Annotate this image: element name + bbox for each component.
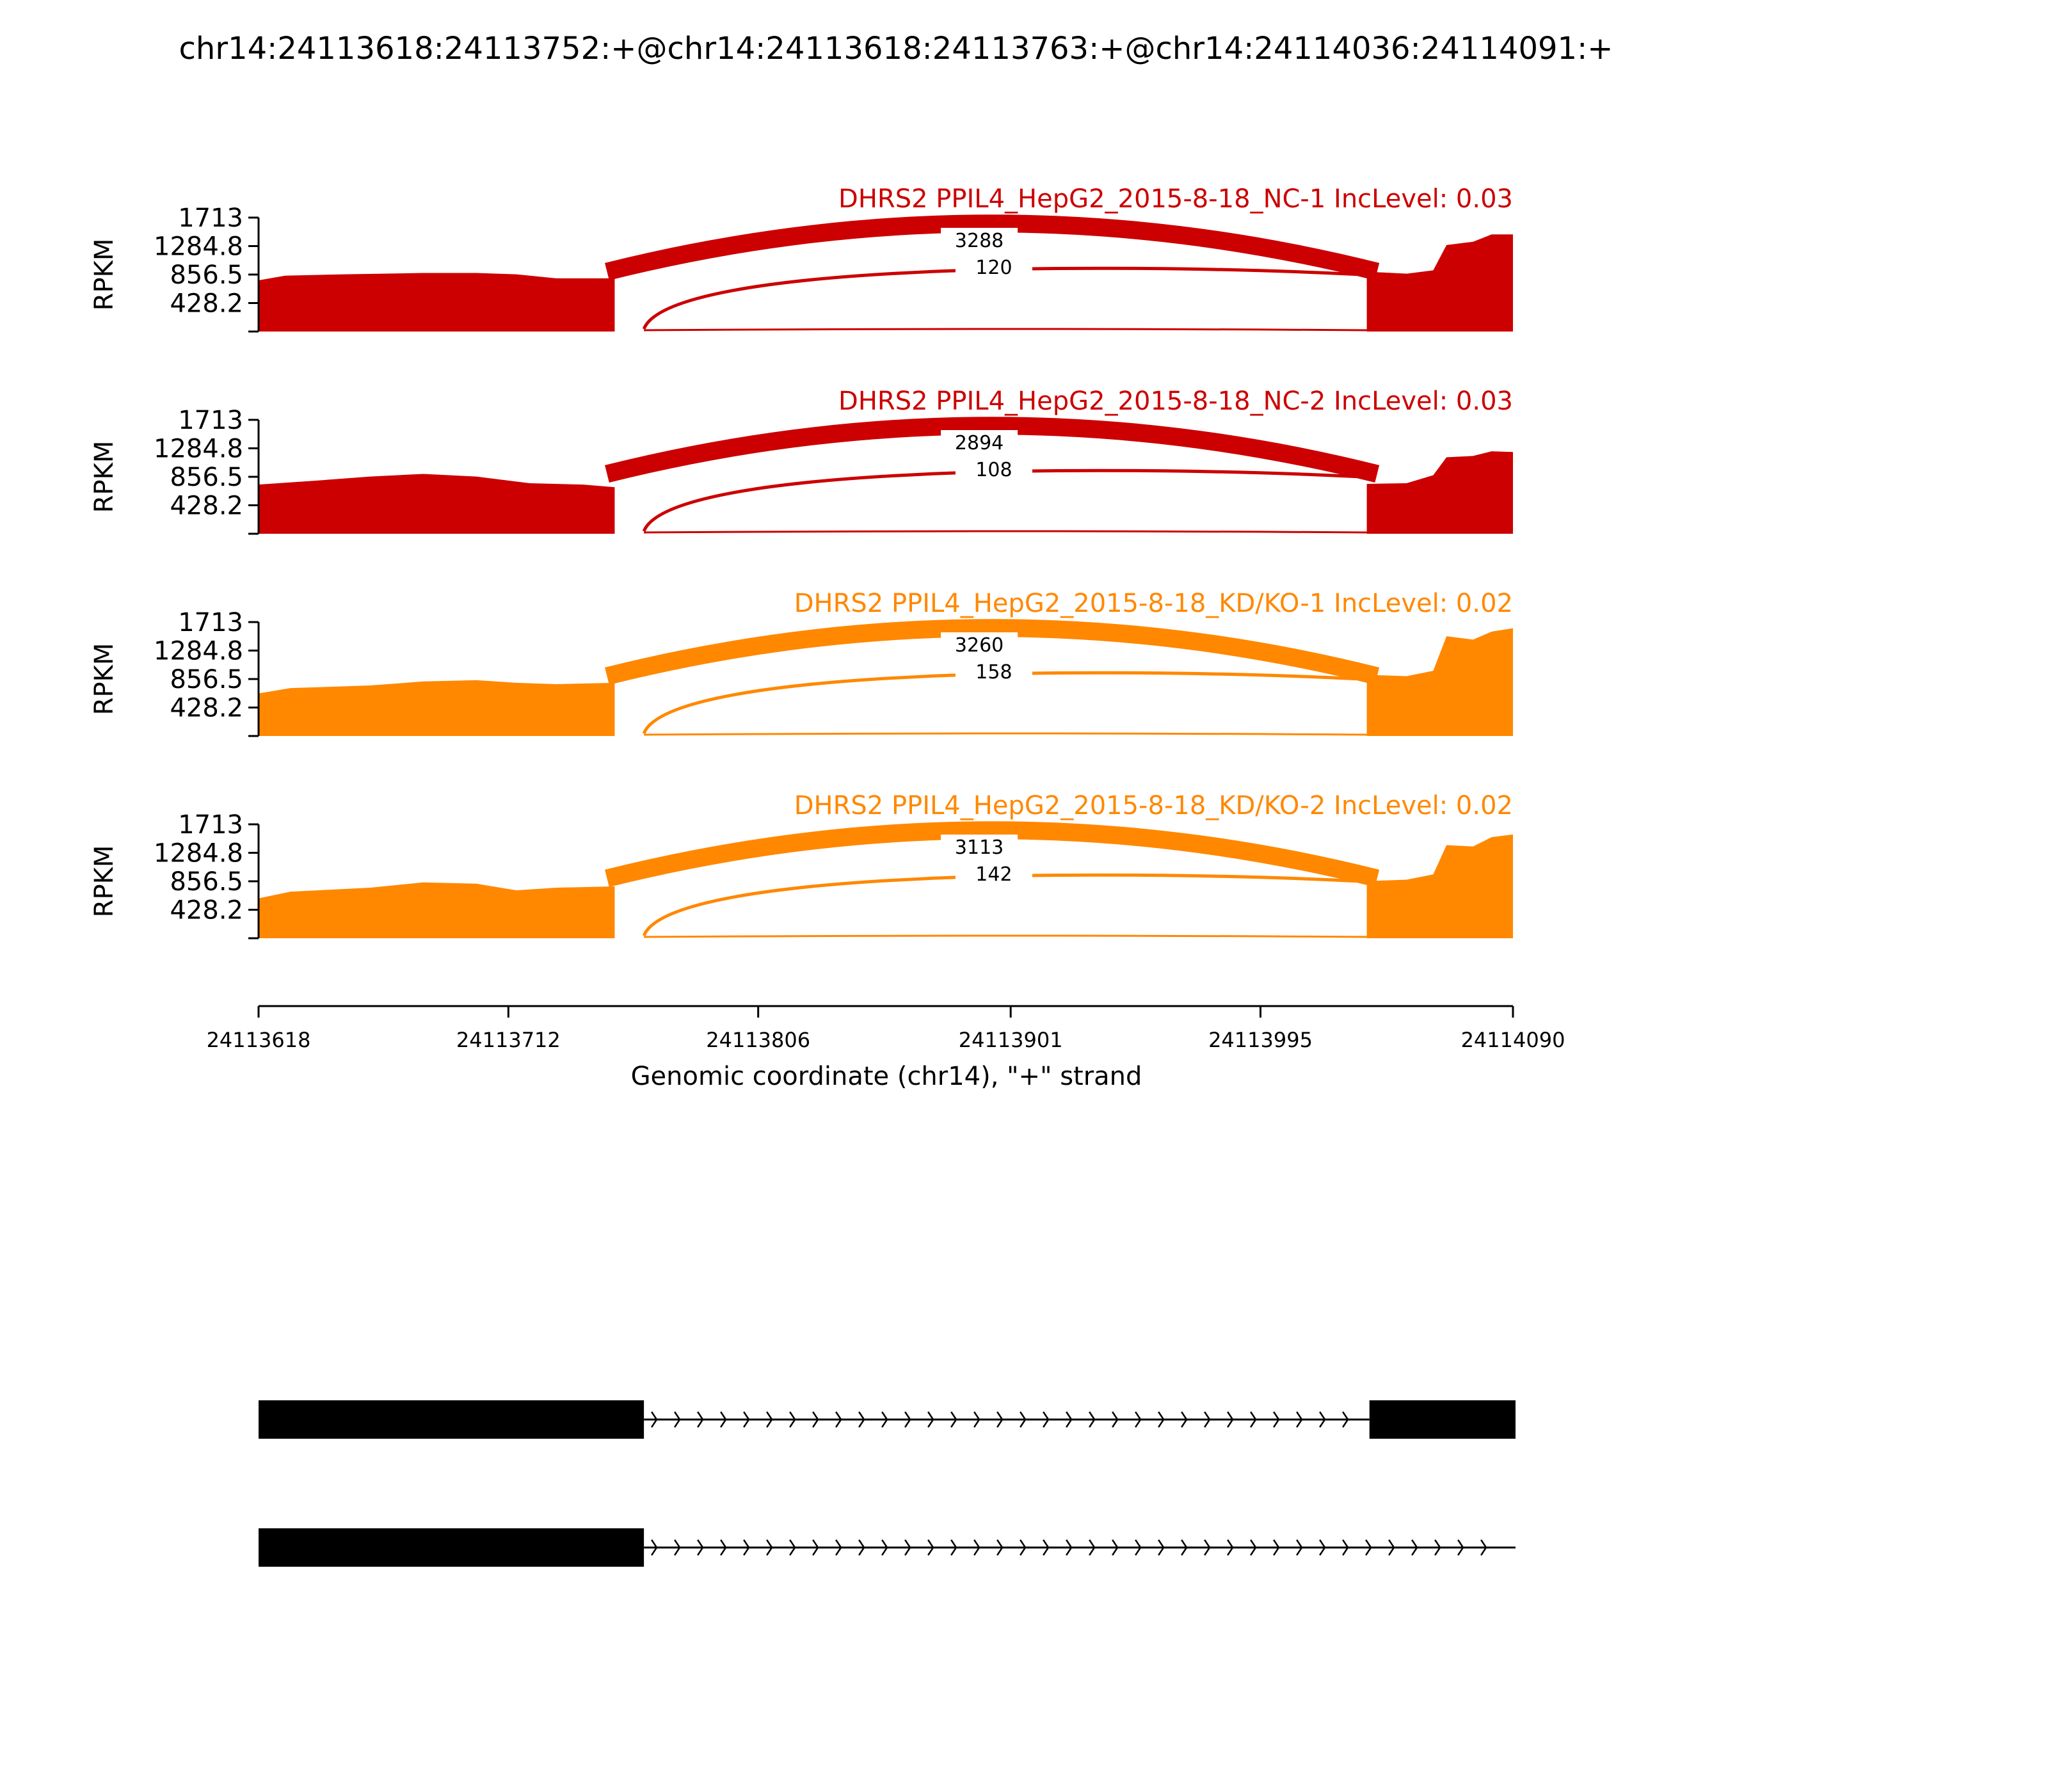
isoform-track xyxy=(259,1400,1516,1567)
exon-block xyxy=(259,1528,644,1567)
sample-label: DHRS2 PPIL4_HepG2_2015-8-18_NC-1 IncLevel: 0.03 xyxy=(838,184,1513,214)
junction-arc xyxy=(644,733,1370,735)
junction-count: 2894 xyxy=(954,432,1004,454)
junction-arc xyxy=(644,329,1370,330)
y-tick-label: 428.2 xyxy=(170,693,243,723)
junction-count: 3113 xyxy=(954,836,1004,859)
y-tick-label: 856.5 xyxy=(170,665,243,694)
panel-2 xyxy=(90,387,1513,534)
y-tick-label: 1284.8 xyxy=(154,838,243,868)
y-tick-label: 856.5 xyxy=(170,463,243,492)
isoform-1 xyxy=(259,1400,1516,1439)
coverage-area xyxy=(259,628,1513,736)
y-tick-label: 1713 xyxy=(178,204,243,233)
junction-count: 3260 xyxy=(954,634,1004,657)
isoform-2 xyxy=(259,1528,1516,1567)
sample-label: DHRS2 PPIL4_HepG2_2015-8-18_KD/KO-1 IncLevel: 0.02 xyxy=(794,589,1513,618)
x-axis xyxy=(207,1006,1565,1052)
coverage-panels xyxy=(90,184,1513,938)
x-tick-label: 24113995 xyxy=(1208,1028,1313,1052)
x-tick-label: 24113901 xyxy=(958,1028,1063,1052)
junction-arc xyxy=(644,936,1370,937)
junction-count: 108 xyxy=(975,459,1012,481)
junction-count: 3288 xyxy=(954,230,1004,252)
junction-arc xyxy=(644,531,1370,532)
sample-label: DHRS2 PPIL4_HepG2_2015-8-18_NC-2 IncLevel: 0.03 xyxy=(838,387,1513,416)
y-tick-label: 428.2 xyxy=(170,895,243,925)
x-tick-label: 24113806 xyxy=(706,1028,811,1052)
y-tick-label: 1713 xyxy=(178,406,243,435)
coverage-area xyxy=(259,234,1513,332)
panel-4 xyxy=(90,791,1513,938)
sample-label: DHRS2 PPIL4_HepG2_2015-8-18_KD/KO-2 IncLevel: 0.02 xyxy=(794,791,1513,820)
y-axis-label: RPKM xyxy=(90,440,119,513)
y-axis-label: RPKM xyxy=(90,643,119,716)
x-tick-label: 24113618 xyxy=(206,1028,311,1052)
chart-title: chr14:24113618:24113752:+@chr14:24113618:24113763:+@chr14:24114036:24114091:+ xyxy=(179,31,1613,67)
y-axis-label: RPKM xyxy=(90,845,119,918)
y-tick-label: 428.2 xyxy=(170,491,243,521)
x-tick-label: 24114090 xyxy=(1460,1028,1565,1052)
exon-block xyxy=(1370,1400,1516,1439)
junction-count: 158 xyxy=(975,661,1012,684)
x-axis-label: Genomic coordinate (chr14), "+" strand xyxy=(630,1062,1142,1091)
y-tick-label: 428.2 xyxy=(170,289,243,319)
y-tick-label: 856.5 xyxy=(170,867,243,897)
coverage-area xyxy=(259,835,1513,938)
y-tick-label: 1284.8 xyxy=(154,434,243,464)
y-axis-label: RPKM xyxy=(90,238,119,311)
panel-1 xyxy=(90,184,1513,332)
junction-count: 120 xyxy=(975,257,1012,279)
junction-count: 142 xyxy=(975,863,1012,886)
panel-3 xyxy=(90,589,1513,736)
y-tick-label: 1713 xyxy=(178,608,243,637)
exon-block xyxy=(259,1400,644,1439)
y-tick-label: 856.5 xyxy=(170,260,243,290)
y-tick-label: 1284.8 xyxy=(154,636,243,666)
y-tick-label: 1713 xyxy=(178,810,243,840)
x-tick-label: 24113712 xyxy=(456,1028,561,1052)
y-tick-label: 1284.8 xyxy=(154,232,243,262)
